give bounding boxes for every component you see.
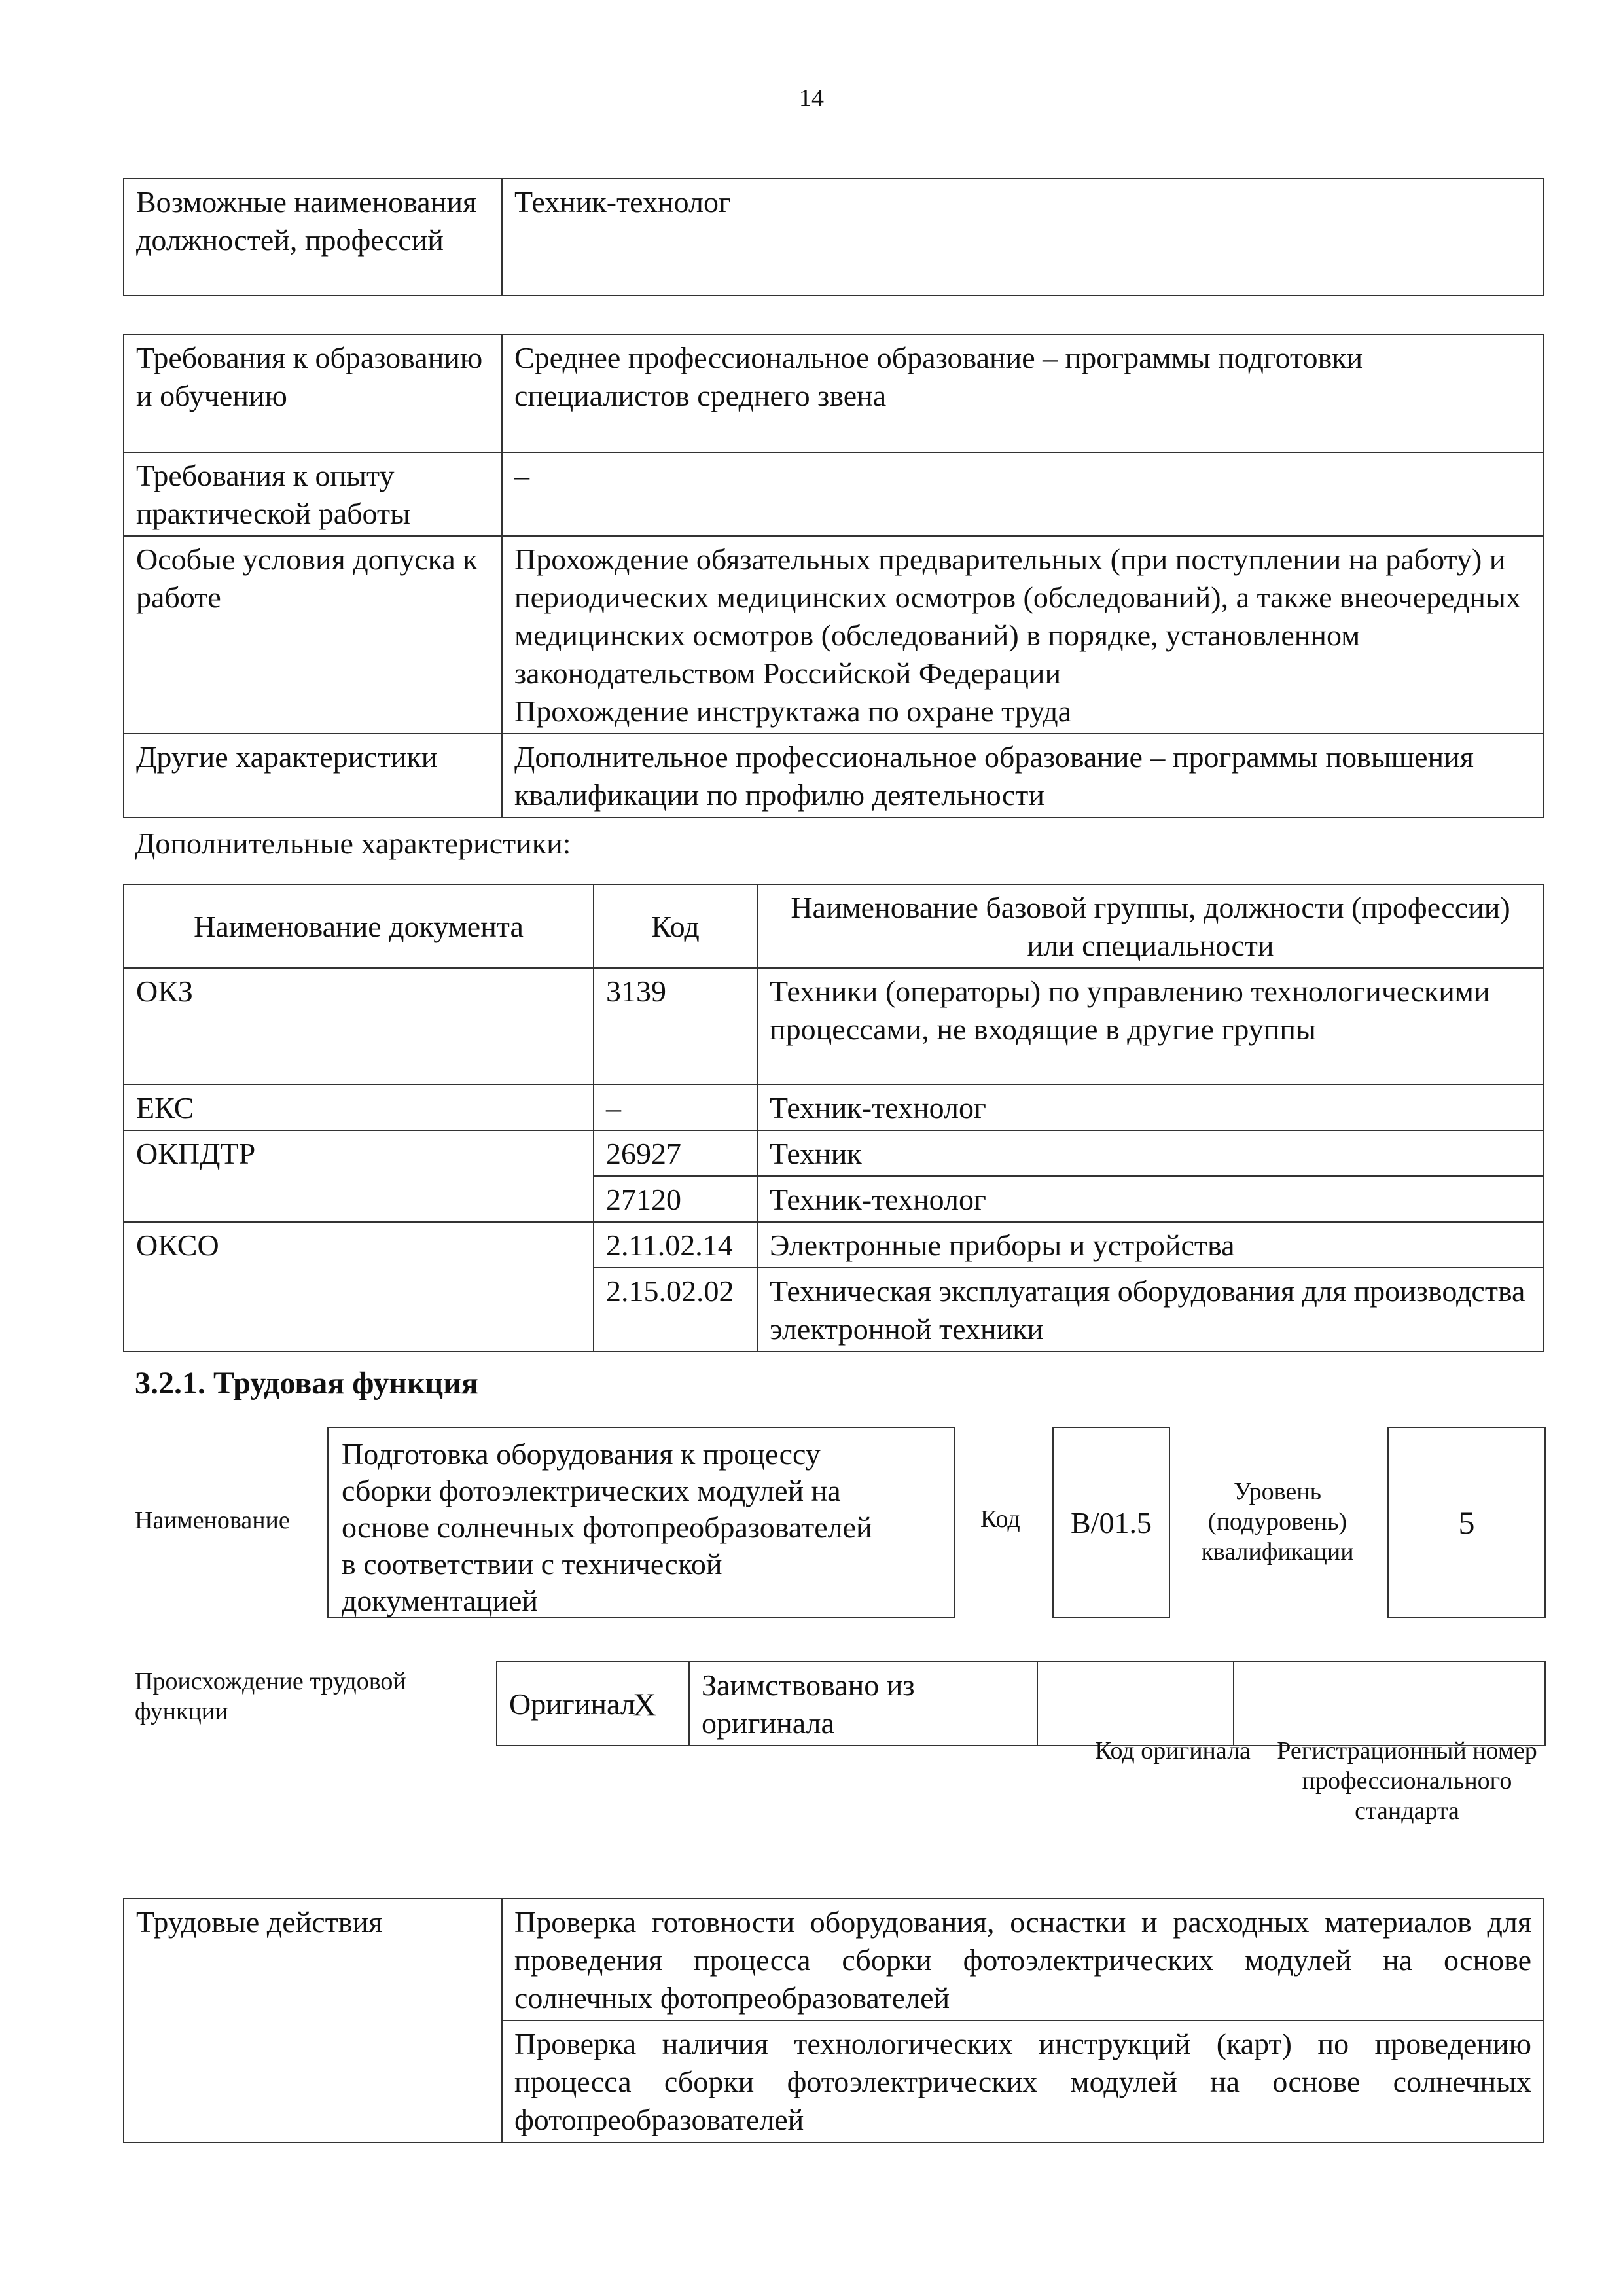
req-education-label: Требования к образованию и обучению [124, 334, 502, 452]
origin-label: Происхождение трудовой функции [135, 1668, 406, 1725]
function-name-line: Подготовка оборудования к процессу [342, 1437, 821, 1471]
function-level-label: Уровень (подуровень) квалификации [1201, 1478, 1354, 1566]
req-conditions-line: Прохождение обязательных предварительных (при поступлении на работу) и периодических медицинских осмотров (обследований), а также внеочередных медицинских осмотров (обследований) в порядке, установленном законодательством Российской Федерации [514, 543, 1521, 690]
page-number: 14 [799, 84, 824, 112]
req-conditions-value [502, 536, 1544, 734]
table-cell-name: Техники (операторы) по управлению технологическими процессами, не входящие в другие группы [757, 968, 1544, 1085]
function-code-label: Код [980, 1505, 1020, 1533]
function-name-line: основе солнечных фотопреобразователей [342, 1511, 872, 1544]
function-title: 3.2.1. Трудовая функция [135, 1366, 478, 1401]
additional-table [123, 884, 1544, 1352]
table-cell-doc: ОКПДТР [124, 1130, 594, 1222]
table-cell-code: 2.15.02.02 [594, 1268, 757, 1352]
table-cell-doc: ОКСО [124, 1222, 594, 1352]
origin-code-caption: Код оригинала [1095, 1737, 1251, 1765]
function-code-value: В/01.5 [1071, 1505, 1152, 1539]
col-header-code: Код [594, 884, 757, 968]
function-level-box [1387, 1427, 1546, 1618]
req-experience-value: – [502, 452, 1544, 536]
function-name-label: Наименование [135, 1507, 290, 1534]
table-cell-name: Техническая эксплуатация оборудования для производства электронной техники [757, 1268, 1544, 1352]
origin-reg-caption: Регистрационный номер профессионального стандарта [1277, 1737, 1537, 1825]
table-cell-name: Техник [757, 1130, 1544, 1176]
actions-label: Трудовые действия [124, 1899, 502, 2142]
req-other-label: Другие характеристики [124, 734, 502, 817]
positions-value: Техник-технолог [502, 179, 1544, 295]
origin-code-cell [1037, 1662, 1234, 1746]
col-header-document: Наименование документа [124, 884, 594, 968]
positions-table [123, 178, 1544, 296]
req-experience-label: Требования к опыту практической работы [124, 452, 502, 536]
origin-original-mark: X [621, 1662, 689, 1746]
additional-title: Дополнительные характеристики: [135, 827, 571, 860]
table-cell-code: 27120 [594, 1176, 757, 1222]
function-name-box [327, 1427, 955, 1618]
table-cell-code: 26927 [594, 1130, 757, 1176]
positions-label: Возможные наименования должностей, профессий [124, 179, 502, 295]
table-cell-doc: ОКЗ [124, 968, 594, 1085]
actions-table [123, 1898, 1544, 2143]
col-header-name: Наименование базовой группы, должности (профессии) или специальности [757, 884, 1544, 968]
req-other-value: Дополнительное профессиональное образование – программы повышения квалификации по профилю деятельности [502, 734, 1544, 817]
req-conditions-label: Особые условия допуска к работе [124, 536, 502, 734]
function-name-line: сборки фотоэлектрических модулей на [342, 1474, 841, 1507]
action-item: Проверка наличия технологических инструкций (карт) по проведению процесса сборки фотоэлектрических модулей на основе солнечных фотопреобразователей [502, 2020, 1544, 2142]
function-code-box [1052, 1427, 1170, 1618]
table-cell-code: – [594, 1085, 757, 1130]
req-conditions-line: Прохождение инструктажа по охране труда [514, 694, 1072, 728]
table-cell-code: 2.11.02.14 [594, 1222, 757, 1268]
table-cell-name: Электронные приборы и устройства [757, 1222, 1544, 1268]
table-cell-name: Техник-технолог [757, 1085, 1544, 1130]
table-cell-code: 3139 [594, 968, 757, 1085]
origin-table [496, 1661, 1546, 1746]
req-education-value: Среднее профессиональное образование – программы подготовки специалистов среднего звена [502, 334, 1544, 452]
function-name-line: в соответствии с технической [342, 1547, 722, 1581]
table-cell-doc: ЕКС [124, 1085, 594, 1130]
requirements-table [123, 334, 1544, 818]
function-name-line: документацией [342, 1584, 538, 1617]
action-item: Проверка готовности оборудования, оснастки и расходных материалов для проведения процесса сборки фотоэлектрических модулей на основе солнечных фотопреобразователей [502, 1899, 1544, 2020]
origin-original-label: Оригинал [497, 1662, 621, 1746]
table-cell-name: Техник-технолог [757, 1176, 1544, 1222]
function-level-value: 5 [1458, 1504, 1475, 1541]
origin-borrowed-label: Заимствовано из оригинала [689, 1662, 1037, 1746]
origin-reg-cell [1234, 1662, 1545, 1746]
